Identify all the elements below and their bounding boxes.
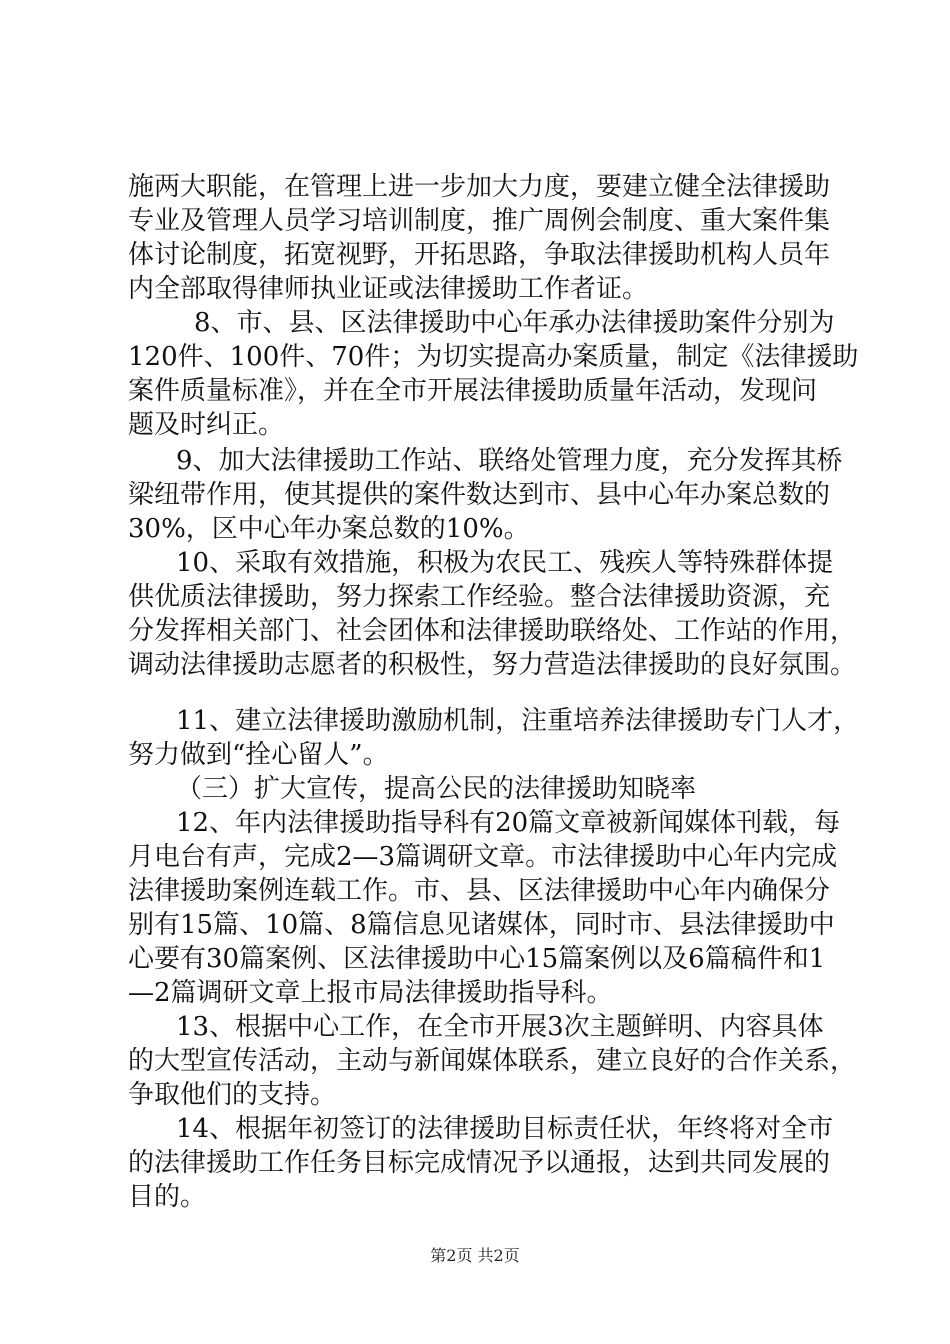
body-line: 9、加大法律援助工作站、联络处管理力度，充分发挥其桥 <box>176 446 843 476</box>
body-line: 10、采取有效措施，积极为农民工、残疾人等特殊群体提 <box>176 548 834 578</box>
body-line: 心要有30篇案例、区法律援助中心15篇案例以及6篇稿件和1 <box>128 944 826 974</box>
body-line: 14、根据年初签订的法律援助目标责任状，年终将对全市 <box>176 1114 834 1144</box>
body-line: —2篇调研文章上报市局法律援助指导科。 <box>128 978 613 1008</box>
body-line: 30%，区中心年办案总数的10%。 <box>128 514 530 544</box>
body-line: 11、建立法律援助激励机制，注重培养法律援助专门人才， <box>176 706 860 736</box>
body-line: 专业及管理人员学习培训制度，推广周例会制度、重大案件集 <box>128 206 831 236</box>
body-line: 8、市、县、区法律援助中心年承办法律援助案件分别为 <box>194 308 835 338</box>
body-line: 努力做到“拴心留人”。 <box>128 740 389 770</box>
body-line: 月电台有声，完成2—3篇调研文章。市法律援助中心年内完成 <box>128 842 838 872</box>
body-line: 争取他们的支持。 <box>128 1080 337 1110</box>
body-line: 施两大职能，在管理上进一步加大力度，要建立健全法律援助 <box>128 172 831 202</box>
section-heading: （三）扩大宣传，提高公民的法律援助知晓率 <box>176 774 697 804</box>
page-number-footer: 第2页 共2页 <box>430 1246 520 1265</box>
body-line: 调动法律援助志愿者的积极性，努力营造法律援助的良好氛围。 <box>128 650 857 680</box>
body-line: 供优质法律援助，努力探索工作经验。整合法律援助资源，充 <box>128 582 831 612</box>
body-line: 13、根据中心工作，在全市开展3次主题鲜明、内容具体 <box>176 1012 824 1042</box>
body-line: 别有15篇、10篇、8篇信息见诸媒体，同时市、县法律援助中 <box>128 910 835 940</box>
body-line: 题及时纠正。 <box>128 410 285 440</box>
body-line: 的大型宣传活动，主动与新闻媒体联系，建立良好的合作关系， <box>128 1046 857 1076</box>
body-line: 目的。 <box>128 1182 207 1212</box>
body-line: 12、年内法律援助指导科有20篇文章被新闻媒体刊载，每 <box>176 808 841 838</box>
document-body <box>128 170 860 1214</box>
body-line: 法律援助案例连载工作。市、县、区法律援助中心年内确保分 <box>128 876 831 906</box>
body-line: 案件质量标准》，并在全市开展法律援助质量年活动，发现问 <box>128 376 818 406</box>
body-line: 分发挥相关部门、社会团体和法律援助联络处、工作站的作用， <box>128 616 857 646</box>
body-line: 的法律援助工作任务目标完成情况予以通报，达到共同发展的 <box>128 1148 831 1178</box>
body-line: 120件、100件、70件；为切实提高办案质量，制定《法律援助 <box>128 342 859 372</box>
body-line: 体讨论制度，拓宽视野，开拓思路，争取法律援助机构人员年 <box>128 240 831 270</box>
body-line: 梁纽带作用，使其提供的案件数达到市、县中心年办案总数的 <box>128 480 831 510</box>
body-line: 内全部取得律师执业证或法律援助工作者证。 <box>128 274 649 304</box>
